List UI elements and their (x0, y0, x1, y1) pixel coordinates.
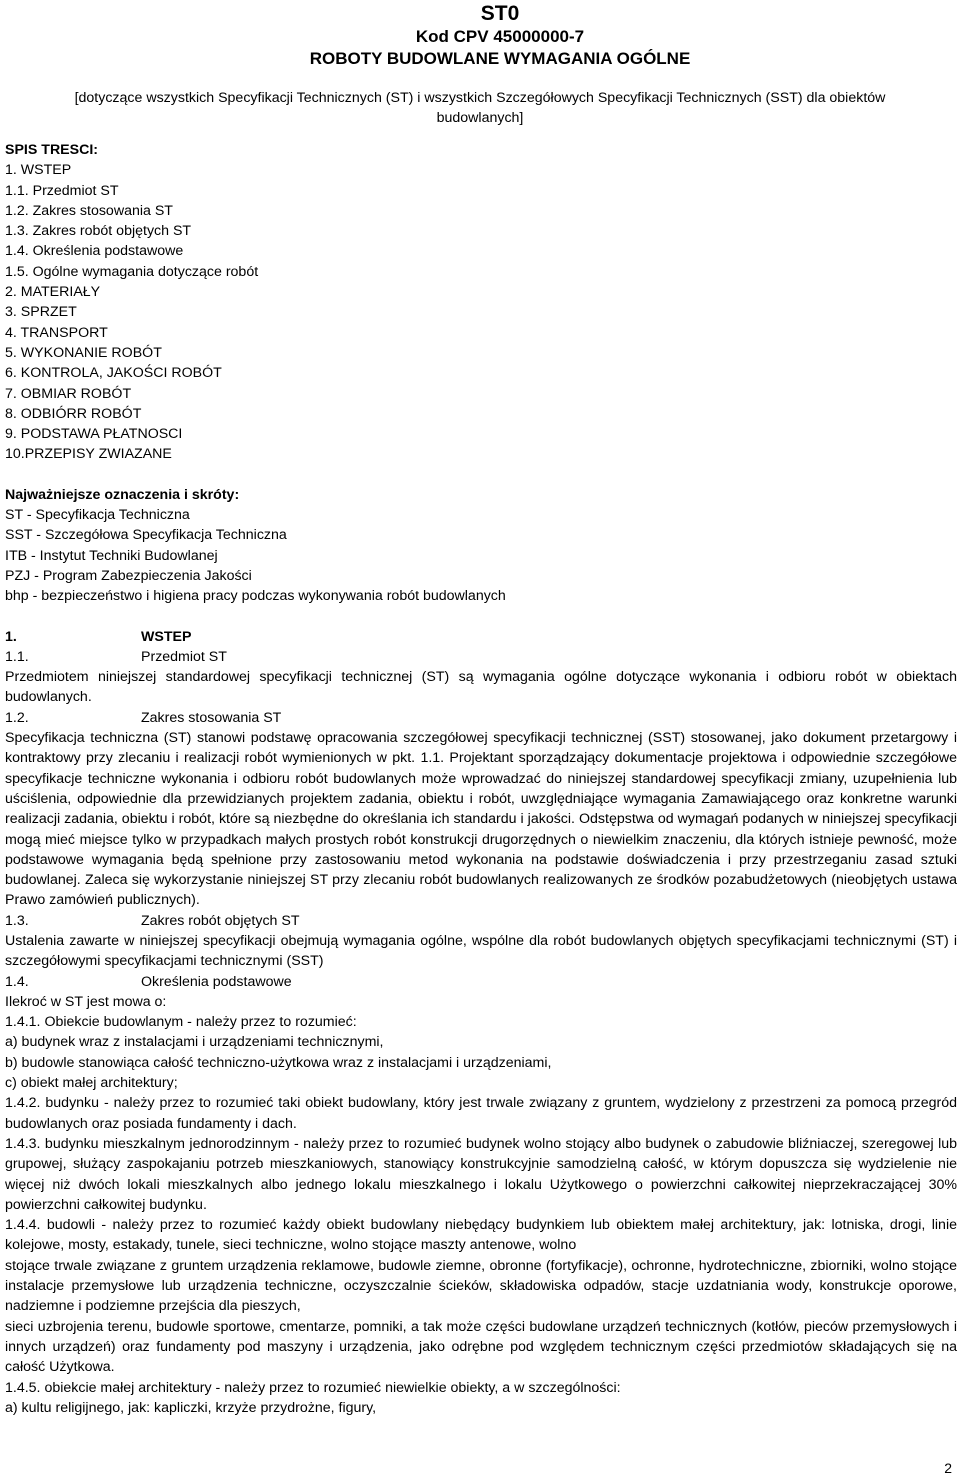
section-title: Przedmiot ST (141, 648, 227, 665)
toc-item: 1.5. Ogólne wymagania dotyczące robót (5, 263, 259, 280)
toc-item: 5. WYKONANIE ROBÓT (5, 344, 162, 361)
page-number: 2 (944, 1460, 952, 1476)
abbrev-item: ITB - Instytut Techniki Budowlanej (5, 547, 218, 564)
toc-heading: SPIS TRESCI: (5, 142, 99, 158)
toc-item: 8. ODBIÓRR ROBÓT (5, 405, 142, 422)
definition-1-4-4-cont2: sieci uzbrojenia terenu, budowle sportowe, cmentarze, pomniki, a tak może części budowlane urządzeń technicznych (kotłów, pieców przemysłowych i innych urządzeń) oraz fundamenty pod maszyny i urządzenia, jako odrębne pod względem technicznym części przedmiotów składających się na całość Użytkowa. (5, 1318, 957, 1376)
section-number: 1. (5, 628, 17, 645)
definition-1-4-4: 1.4.4. budowli - należy przez to rozumieć każdy obiekt budowlany niebędący budynkiem lub obiektem małej architektury, jak: lotniska, drogi, linie kolejowe, mosty, estakady, tunele, sieci techniczne, wolno stojące maszty antenowe, wolno (5, 1217, 957, 1254)
definition-1-4-5-a: a) kultu religijnego, jak: kapliczki, krzyże przydrożne, figury, (5, 1399, 377, 1416)
section-number: 1.2. (5, 709, 29, 726)
section-number: 1.4. (5, 973, 29, 990)
section-title: WSTEP (141, 628, 192, 645)
definition-1-4-1-a: a) budynek wraz z instalacjami i urządzeniami technicznymi, (5, 1034, 384, 1051)
toc-item: 1. WSTEP (5, 162, 72, 179)
definitions-lead: Ilekroć w ST jest mowa o: (5, 993, 167, 1010)
toc-item: 2. MATERIAŁY (5, 284, 101, 301)
section-title: Zakres stosowania ST (141, 709, 282, 726)
section-title: Określenia podstawowe (141, 973, 292, 990)
scope-note: [dotyczące wszystkich Specyfikacji Technicznych (ST) i wszystkich Szczegółowych Specyfikacji Technicznych (SST) dla obiektów budowlanych] (74, 90, 886, 126)
section-1-1-heading (5, 647, 957, 667)
section-1-3-text: Ustalenia zawarte w niniejszej specyfikacji obejmują wymagania ogólne, wspólne dla robót budowlanych objętych specyfikacjami technicznymi (ST) i szczegółowymi specyfikacjami technicznymi (SST) (5, 932, 957, 970)
abbrev-item: bhp - bezpieczeństwo i higiena pracy podczas wykonywania robót budowlanych (5, 588, 506, 605)
toc-item: 6. KONTROLA, JAKOŚCI ROBÓT (5, 365, 222, 382)
section-1-heading (5, 627, 957, 647)
toc-item: 7. OBMIAR ROBÓT (5, 385, 132, 402)
definition-1-4-1-b: b) budowle stanowiąca całość techniczno-użytkowa wraz z instalacjami i urządzeniami, (5, 1054, 552, 1071)
toc-item: 10.PRZEPISY ZWIAZANE (5, 446, 172, 463)
toc-item: 4. TRANSPORT (5, 324, 108, 341)
toc-item: 3. SPRZET (5, 304, 77, 321)
section-1-3-heading (5, 911, 957, 931)
definition-1-4-1: 1.4.1. Obiekcie budowlanym - należy przez to rozumieć: (5, 1014, 357, 1031)
toc-item: 9. PODSTAWA PŁATNOSCI (5, 426, 183, 443)
definition-1-4-1-c: c) obiekt małej architektury; (5, 1075, 178, 1092)
section-1-4-heading (5, 972, 957, 992)
section-number: 1.1. (5, 648, 29, 665)
section-1-1-text: Przedmiotem niniejszej standardowej specyfikacji technicznej (ST) są wymagania ogólne dotyczące wykonania i odbioru robót w obiektach budowlanych. (5, 669, 957, 706)
section-number: 1.3. (5, 912, 29, 929)
cpv-code: Kod CPV 45000000-7 (415, 27, 585, 46)
section-1-2-text: Specyfikacja techniczna (ST) stanowi podstawę opracowania szczegółowej specyfikacji technicznej (SST) stosowanej, jako dokument przetargowy i kontraktowy przy zlecaniu i realizacji robót wymienionych w pkt. 1.1. Projektant sporządzający dokumentacje projektowa i odpowiednie szczegółowe specyfikacje techniczne wykonania i odbioru robót budowlanych może wprowadzać do niniejszej standardowej specyfikacji zmiany, uzupełnienia lub uściślenia, odpowiednie dla przewidzianych projektem zadania, obiektu i robót, uwzględniające wymagania Zamawiającego oraz konkretne warunki realizacji zadania, obiektu i robót, które są niezbędne do określania ich standardu i jakości. Odstępstwa od wymagań podanych w niniejszej specyfikacji mogą mieć miejsce tylko w przypadkach małych prostych robót konstrukcji drugorzędnych o niewielkim znaczeniu, dla których istnieje pewność, może podstawowe wymagania będą spełnione przy zastosowaniu metod wykonania na podstawie doświadczenia i przy przestrzeganiu zasad sztuki budowlanej. Zaleca się wykorzystanie niniejszej ST przy zlecaniu robót budowlanych realizowanych ze środków pozabudżetowych (nieobjętych ustawa Prawo zamówień publicznych). (5, 730, 957, 909)
definition-1-4-2: 1.4.2. budynku - należy przez to rozumieć taki obiekt budowlany, który jest trwale związany z gruntem, wydzielony z przestrzeni za pomocą przegród budowlanych oraz posiada fundamenty i dach. (5, 1095, 957, 1132)
document-title: ROBOTY BUDOWLANE WYMAGANIA OGÓLNE (309, 49, 691, 68)
definition-1-4-5: 1.4.5. obiekcie małej architektury - należy przez to rozumieć niewielkie obiekty, a w szczególności: (5, 1379, 621, 1396)
toc-item: 1.4. Określenia podstawowe (5, 243, 184, 260)
section-1-2-heading (5, 708, 957, 728)
document-header (0, 0, 960, 70)
abbrev-item: ST - Specyfikacja Techniczna (5, 507, 190, 524)
document-body (5, 465, 957, 1418)
definition-1-4-3: 1.4.3. budynku mieszkalnym jednorodzinnym - należy przez to rozumieć budynek wolno stojący albo budynek o zabudowie bliźniaczej, szeregowej lub grupowej, służący zaspokajaniu potrzeb mieszkaniowych, stanowiący konstrukcyjnie samodzielną całość, w którym dopuszcza się wydzielenie nie więcej niż dwóch lokali mieszkalnych albo jednego lokalu mieszkalnego i lokalu Użytkowego o powierzchni całkowitej nieprzekraczającej 30% powierzchni całkowitej budynku. (5, 1135, 957, 1213)
abbrev-heading: Najważniejsze oznaczenia i skróty: (5, 486, 240, 503)
abbrev-item: PZJ - Program Zabezpieczenia Jakości (5, 567, 252, 584)
abbrev-item: SST - Szczegółowa Specyfikacja Techniczna (5, 527, 287, 544)
section-title: Zakres robót objętych ST (141, 912, 300, 929)
toc-item: 1.1. Przedmiot ST (5, 182, 119, 199)
spec-code: ST0 (480, 2, 520, 25)
toc-item: 1.2. Zakres stosowania ST (5, 202, 173, 219)
table-of-contents (5, 140, 960, 465)
toc-item: 1.3. Zakres robót objętych ST (5, 223, 192, 240)
definition-1-4-4-cont: stojące trwale związane z gruntem urządzenia reklamowe, budowle ziemne, obronne (fortyfikacje), ochronne, hydrotechniczne, zbiorniki, wolno stojące instalacje przemysłowe lub urządzenia techniczne, oczyszczalnie ścieków, składowiska odpadów, stacje uzdatniania wody, konstrukcje oporowe, nadziemne i podziemne przejścia dla pieszych, (5, 1257, 957, 1315)
